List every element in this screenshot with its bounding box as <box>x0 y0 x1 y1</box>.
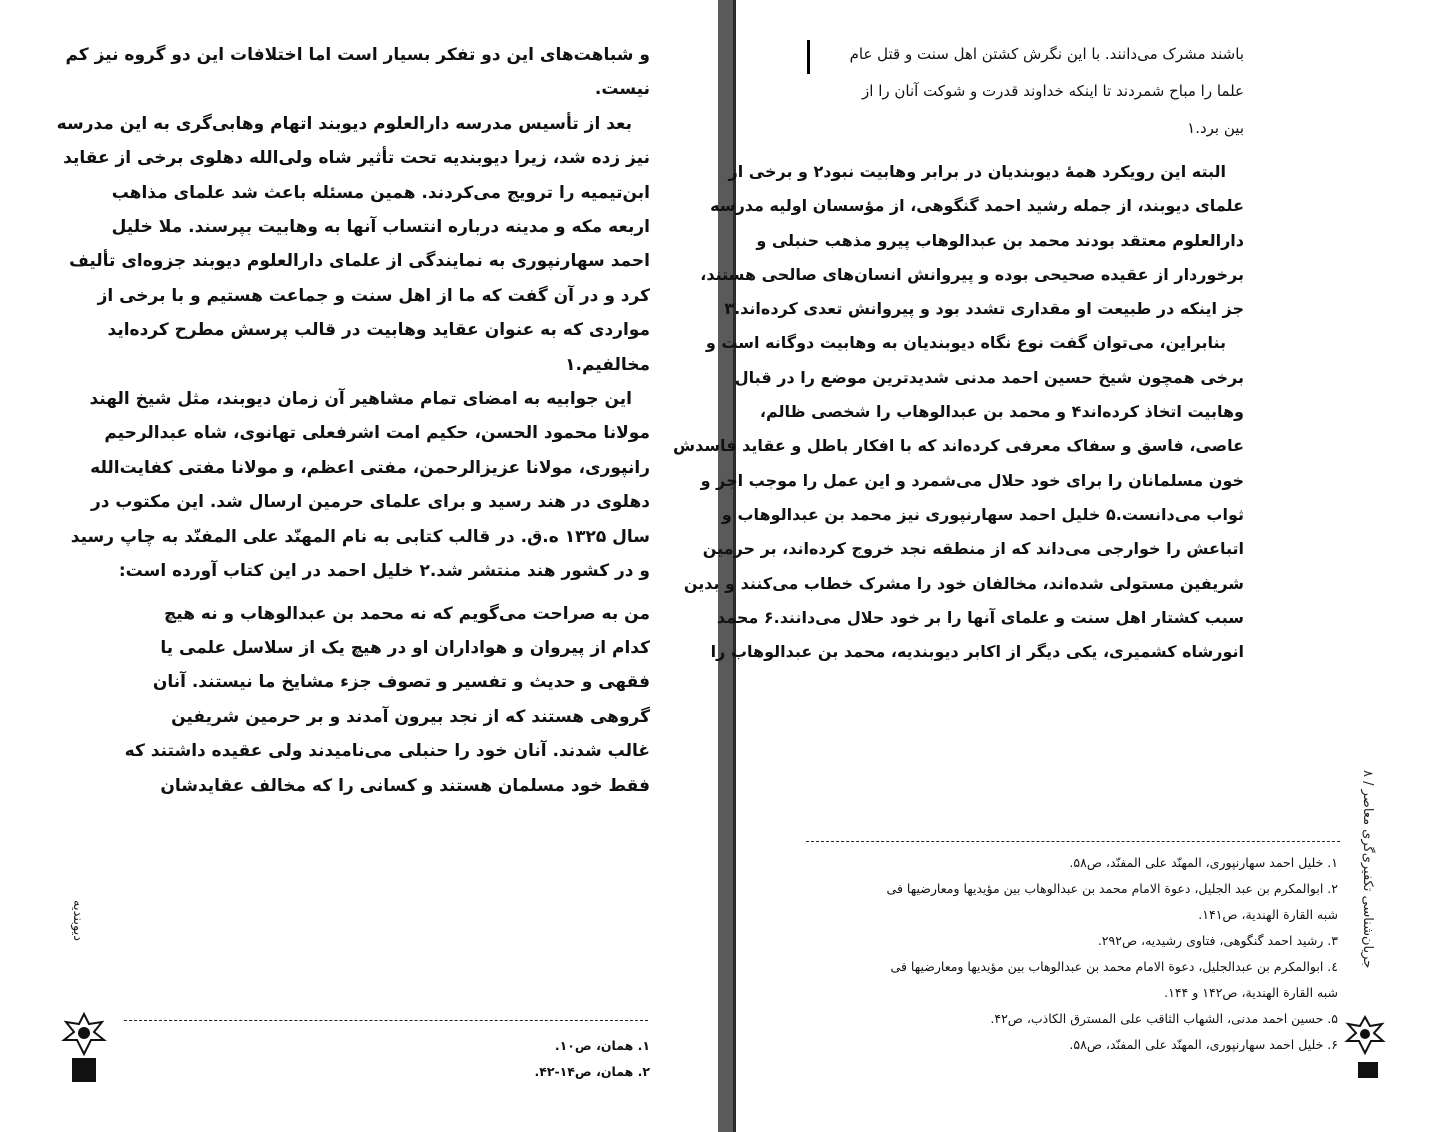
left-page <box>0 0 718 1132</box>
text-line: البته این رویکرد همهٔ دیوبندیان در برابر وهابیت نبود۲ و برخی از <box>728 162 1226 181</box>
text-line: سبب کشتار اهل سنت و علمای آنها را بر خود حلال می‌دانند.۶ محمد <box>716 607 1244 627</box>
footnote: ۶. خلیل احمد سهارنپوری، المهنّد علی المفنّد، ص۵۸. <box>1069 1037 1338 1052</box>
text-line: رانپوری، مولانا عزیزالرحمن، مفتی اعظم، و مولانا مفتی کفایت‌الله <box>90 457 650 478</box>
text-line: احمد سهارنپوری به نمایندگی از علمای دارالعلوم دیوبند جزوه‌ای تألیف <box>69 251 650 272</box>
footnote: ۱. خلیل احمد سهارنپوری، المهنّد علی المفنّد، ص۵۸. <box>1069 855 1338 870</box>
text-line: اتباعش را خوارجی می‌داند که از منطقه نجد خروج کرده‌اند، بر حرمین <box>702 539 1244 559</box>
quote-line: غالب شدند. آنان خود را حنبلی می‌نامیدند ولی عقیده داشتند که <box>124 741 650 762</box>
text-line: برخوردار از عقیده صحیحی بوده و پیروانش انسان‌های صالحی هستند، <box>700 264 1244 284</box>
text-line: علمای دیوبند، از جمله رشید احمد گنگوهی، از مؤسسان اولیه مدرسه <box>710 196 1244 216</box>
right-body-text <box>673 36 1244 669</box>
page-marker <box>1358 1062 1378 1078</box>
left-footnotes <box>120 1033 650 1085</box>
quote-line: فقهی و حدیث و تفسیر و تصوف جزء مشایخ ما نیستند. آنان <box>152 672 650 693</box>
text-line: دارالعلوم معتقد بودند محمد بن عبدالوهاب پیرو مذهب حنبلی و <box>756 230 1244 250</box>
text-line: نیست. <box>594 79 650 100</box>
text-line: جز اینکه در طبیعت او مقداری تشدد بود و پیروانش تعدی کرده‌اند.۳ <box>724 299 1244 319</box>
text-line: مخالفیم.۱ <box>565 354 650 375</box>
quote-line: فقط خود مسلمان هستند و کسانی را که مخالف عقایدشان <box>160 775 650 796</box>
text-line: سال ۱۳۲۵ ه.ق. در قالب کتابی به نام المهنّد علی المفنّد به چاپ رسید <box>70 526 650 547</box>
ornament-icon <box>1345 1015 1385 1055</box>
text-line: باشند مشرک می‌دانند. با این نگرش کشتن اهل سنت و قتل عام <box>849 45 1244 63</box>
text-line: ابن‌تیمیه را ترویج می‌کردند. همین مسئله باعث شد علمای مذاهب <box>111 182 650 203</box>
text-line: علما را مباح شمردند تا اینکه خداوند قدرت و شوکت آنان را از <box>862 82 1244 100</box>
text-line: بعد از تأسیس مدرسه دارالعلوم دیوبند اتهام وهابی‌گری به این مدرسه <box>56 113 632 134</box>
text-line: برخی همچون شیخ حسین احمد مدنی شدیدترین موضع را در قبال <box>734 367 1244 387</box>
block-quote <box>118 597 650 803</box>
text-line: مولانا محمود الحسن، حکیم امت اشرفعلی تهانوی، شاه عبدالرحیم <box>104 423 650 444</box>
text-line: بین برد.۱ <box>1187 119 1244 137</box>
text-line: دهلوی در هند رسید و برای علمای حرمین ارسال شد. این مکتوب در <box>90 492 650 513</box>
ornament-icon <box>62 1012 106 1056</box>
text-line: این جوابیه به امضای تمام مشاهیر آن زمان دیوبند، مثل شیخ الهند <box>89 389 632 410</box>
text-line: شریفین مستولی شده‌اند، مخالفان خود را مشرک خطاب می‌کنند و بدین <box>683 573 1244 593</box>
footnote-divider <box>806 841 1340 842</box>
footnote: ۵. حسین احمد مدنی، الشهاب الثاقب علی المسترق الکاذب، ص۴۲. <box>990 1011 1338 1026</box>
footnote-divider <box>124 1020 648 1021</box>
left-body-text <box>56 38 650 803</box>
footnote: ۲. همان، ص۱۴-۴۲. <box>534 1064 650 1079</box>
text-line: اربعه مکه و مدینه درباره انتساب آنها به وهابیت بپرسند. ملا خلیل <box>111 217 650 238</box>
quote-line: کدام از پیروان و هواداران او در هیچ یک از سلاسل علمی یا <box>160 637 650 658</box>
quote-line: گروهی هستند که از نجد بیرون آمدند و بر حرمین شریفین <box>171 706 650 727</box>
text-line: انورشاه کشمیری، یکی دیگر از اکابر دیوبندیه، محمد بن عبدالوهاب را <box>710 642 1244 662</box>
text-line: بنابراین، می‌توان گفت نوع نگاه دیوبندیان به وهابیت دوگانه است و <box>705 333 1226 353</box>
quote-line: من به صراحت می‌گویم که نه محمد بن عبدالوهاب و نه هیچ <box>164 603 650 624</box>
footnote: ٤. ابوالمکرم بن عبدالجلیل، دعوة الامام محمد بن عبدالوهاب بین مؤیدیها ومعارضیها فی <box>890 959 1338 974</box>
page-marker <box>72 1058 96 1082</box>
footnote: ۱. همان، ص۱۰. <box>554 1038 650 1053</box>
footnote: ۲. ابوالمکرم بن عبد الجلیل، دعوة الامام محمد بن عبدالوهاب بین مؤیدیها ومعارضیها فی <box>886 881 1338 896</box>
text-line: ثواب می‌دانست.۵ خلیل احمد سهارنپوری نیز محمد بن عبدالوهاب و <box>721 504 1244 524</box>
text-line: عاصی، فاسق و سفاک معرفی کرده‌اند که با افکار باطل و عقاید فاسدش <box>673 436 1244 456</box>
footnote: شبه القارة الهندیة، ص۱۴۲ و ۱۴۴. <box>1164 985 1338 1000</box>
right-footnotes <box>808 850 1338 1058</box>
footnote: ۳. رشید احمد گنگوهی، فتاوی رشیدیه، ص۲۹۲. <box>1097 933 1338 948</box>
text-line: کرد و در آن گفت که ما از اهل سنت و جماعت هستیم و با برخی از <box>97 285 650 306</box>
text-line: نیز زده شد، زیرا دیوبندیه تحت تأثیر شاه ولی‌الله دهلوی برخی از عقاید <box>63 148 650 169</box>
text-line: وهابیت اتخاذ کرده‌اند۴ و محمد بن عبدالوهاب را شخصی ظالم، <box>759 402 1244 422</box>
running-title: جریان‌شناسی تکفیری‌گری معاصر / ۸ <box>1360 770 1375 969</box>
footnote: شبه القارة الهندیة، ص۱۴۱. <box>1198 907 1338 922</box>
text-line: مواردی که به عنوان عقاید وهابیت در قالب پرسش مطرح کرده‌اید <box>107 320 650 341</box>
text-line: خون مسلمانان را برای خود حلال می‌شمرد و این عمل را موجب اجر و <box>700 470 1244 490</box>
text-cursor <box>807 40 810 74</box>
text-line: و در کشور هند منتشر شد.۲ خلیل احمد در این کتاب آورده است: <box>118 561 650 582</box>
running-title: دیوبندیه <box>70 900 85 942</box>
text-line: و شباهت‌های این دو تفکر بسیار است اما اختلافات این دو گروه نیز کم <box>65 45 650 65</box>
